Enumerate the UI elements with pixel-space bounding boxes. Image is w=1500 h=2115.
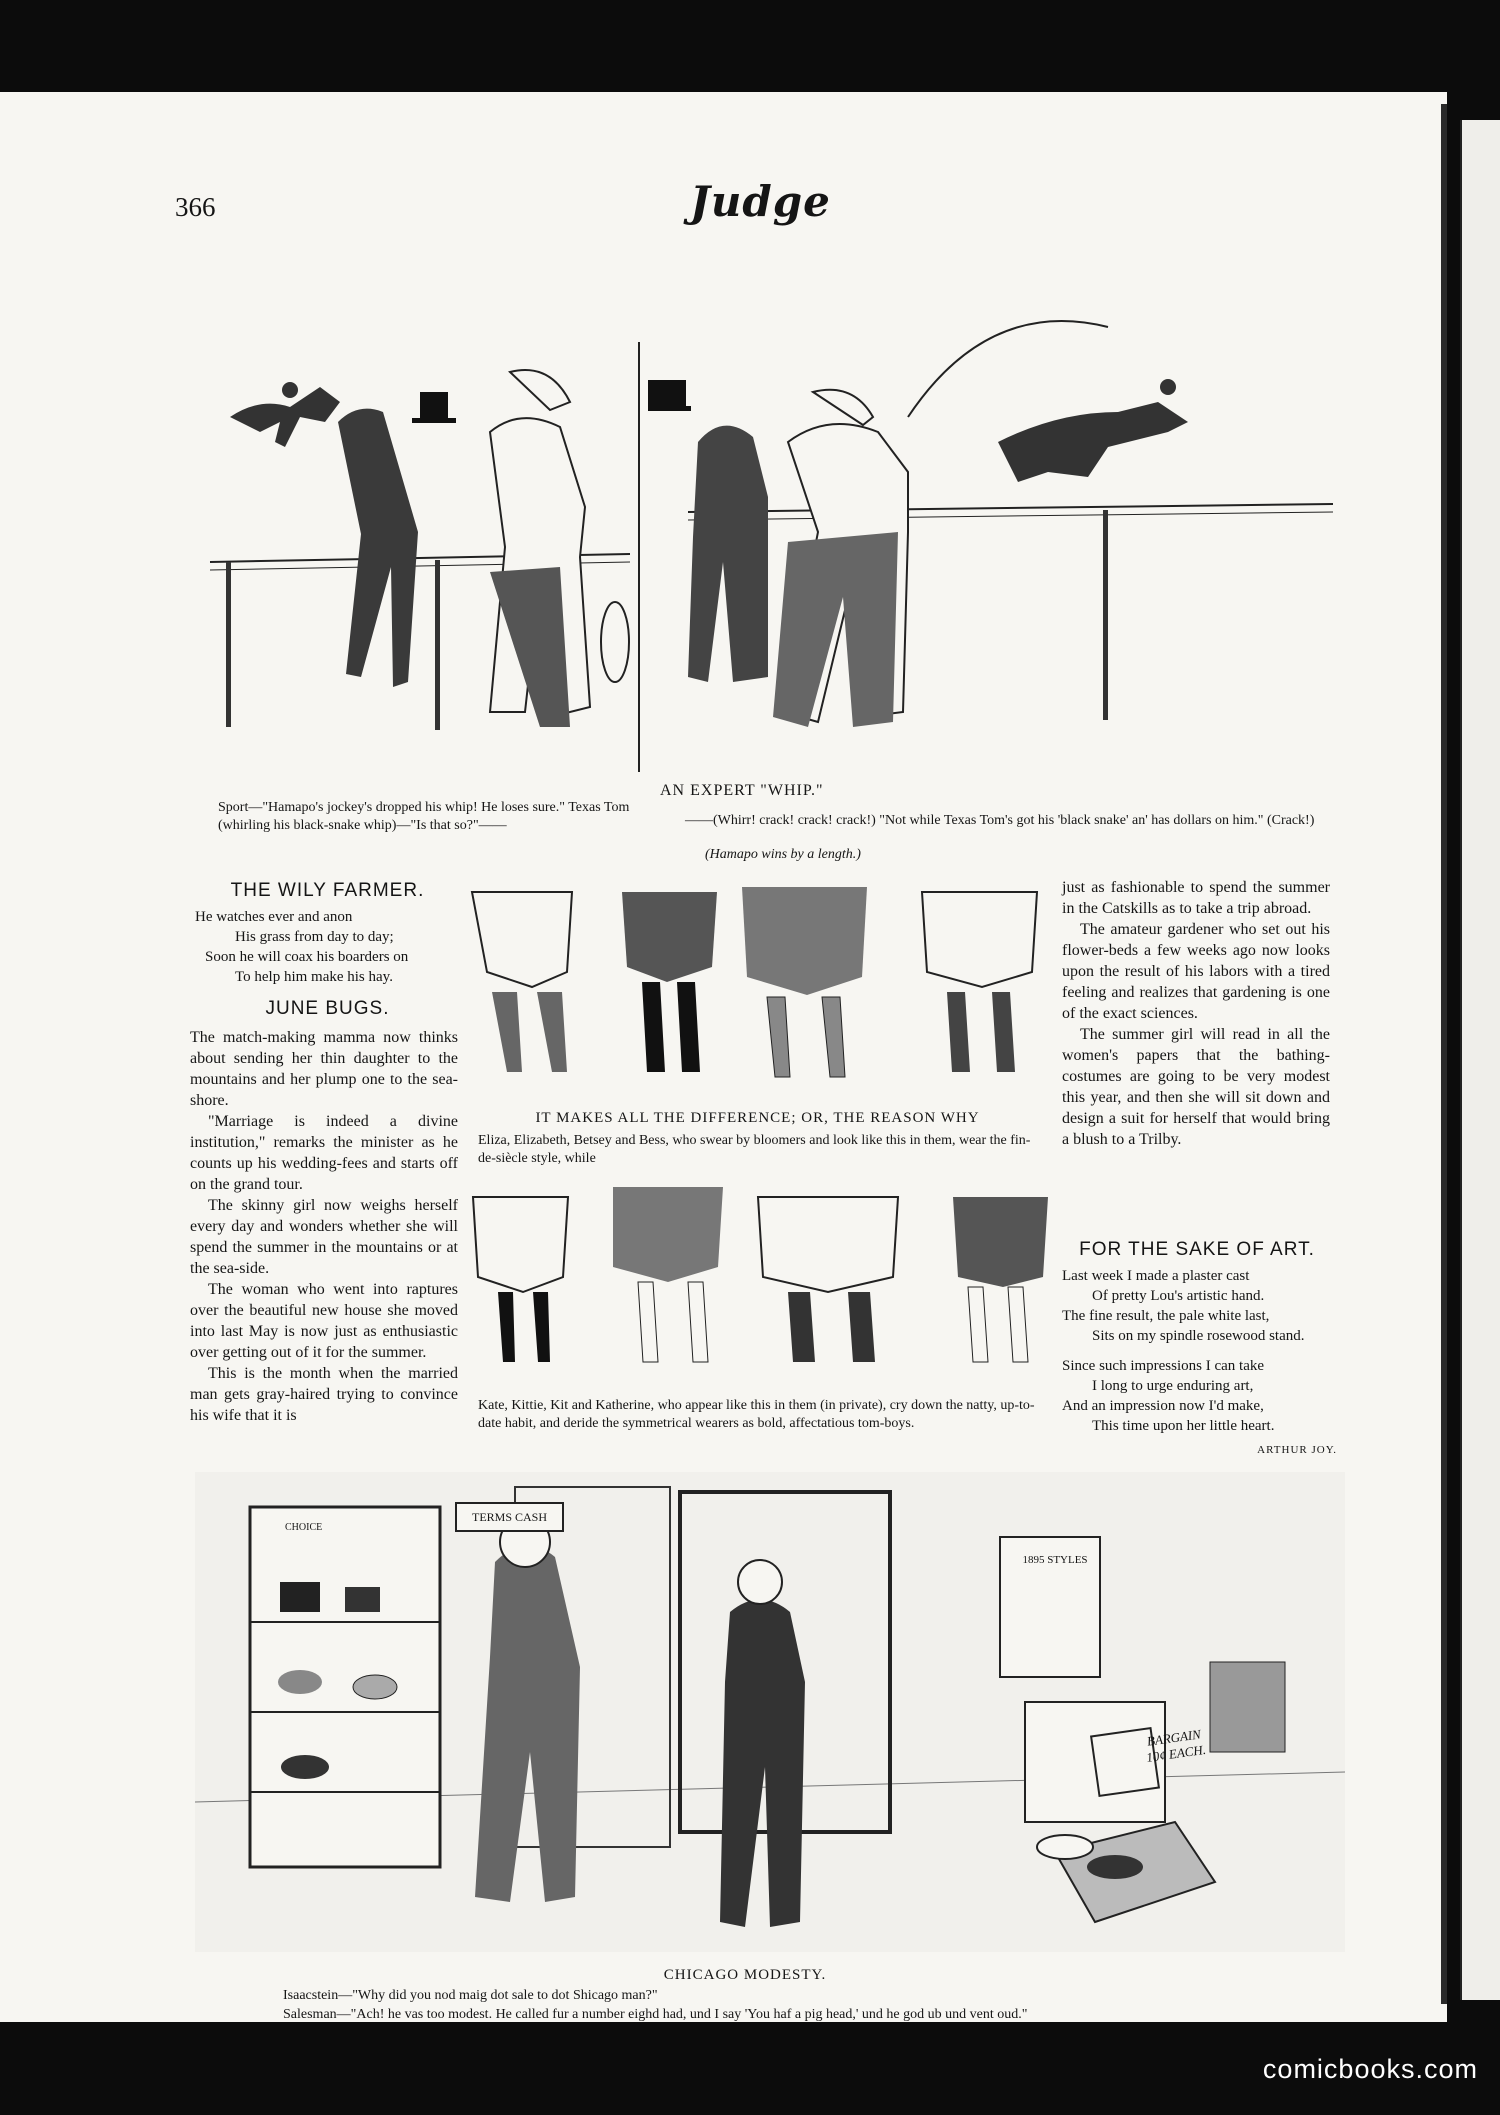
magazine-page	[0, 92, 1447, 2022]
wily-farmer-heading: THE WILY FARMER.	[230, 880, 425, 901]
panel-divider	[638, 342, 640, 772]
choice-sign: CHOICE	[285, 1522, 323, 1533]
whip-cartoon-title: AN EXPERT "WHIP."	[660, 782, 824, 799]
poem-line: His grass from day to day;	[235, 929, 394, 945]
poem-line: To help him make his hay.	[235, 969, 393, 985]
paragraph: The match-making mamma now thinks about sending her thin daughter to the mountains and her plump one to the sea-shore.	[190, 1029, 458, 1109]
chicago-dialogue-2: Salesman—"Ach! he vas too modest. He called fur a number eighd had, und I say 'You haf a pig head,' und he god ub und vent oud."	[283, 2007, 1028, 2022]
paragraph: "Marriage is indeed a divine institution," remarks the minister as he counts up his wedding-fees and starts off on the grand tour.	[190, 1113, 458, 1193]
page-spine-shadow	[1441, 104, 1447, 2004]
poem-line: He watches ever and anon	[195, 909, 353, 925]
poem-line: Soon he will coax his boarders on	[205, 949, 409, 965]
whip-left-caption: Sport—"Hamapo's jockey's dropped his whip! He loses sure." Texas Tom (whirling his black-snake whip)—"Is that so?"——	[218, 800, 630, 833]
bargain-sign: BARGAIN 10¢ EACH.	[1145, 1726, 1207, 1766]
adjacent-page-edge	[1460, 120, 1500, 2000]
bloomers-caption-top: Eliza, Elizabeth, Betsey and Bess, who swear by bloomers and look like this in them, wear the fin-de-siècle style, while	[478, 1133, 1031, 1166]
whip-right-caption-italic: (Hamapo wins by a length.)	[705, 847, 861, 862]
bloomers-illustration-bottom	[468, 1177, 1053, 1377]
poem-author: ARTHUR JOY.	[1257, 1444, 1337, 1456]
poem-line: And an impression now I'd make,	[1062, 1398, 1264, 1414]
paragraph: The summer girl will read in all the women's papers that the bathing-costumes are going to be very modest this year, and then she will sit down and design a suit for herself that would bring a blush to a Trilby.	[1062, 1026, 1330, 1148]
chicago-dialogue-1: Isaacstein—"Why did you nod maig dot sale to dot Shicago man?"	[283, 1988, 658, 2003]
page-number: 366	[175, 192, 216, 222]
paragraph: just as fashionable to spend the summer in the Catskills as to take a trip abroad.	[1062, 879, 1330, 917]
poem-line: I long to urge enduring art,	[1092, 1378, 1254, 1394]
masthead-logo: Judge	[690, 177, 831, 226]
poem-line: Last week I made a plaster cast	[1062, 1268, 1250, 1284]
sake-of-art-heading: FOR THE SAKE OF ART.	[1079, 1239, 1315, 1260]
paragraph: The amateur gardener who set out his flower-beds a few weeks ago now looks upon the result of his labors with a tired feeling and realizes that gardening is one of the exact sciences.	[1062, 921, 1330, 1022]
chicago-modesty-illustration	[195, 1472, 1345, 1952]
june-bugs-body	[190, 1027, 458, 1426]
whip-cartoon-right-illustration	[648, 242, 1333, 777]
terms-cash-sign: TERMS CASH	[455, 1502, 564, 1532]
sake-of-art-poem	[1062, 1266, 1337, 1460]
june-bugs-heading: JUNE BUGS.	[265, 998, 390, 1019]
poem-line: The fine result, the pale white last,	[1062, 1308, 1270, 1324]
watermark: comicbooks.com	[1262, 2054, 1478, 2084]
wily-farmer-poem	[195, 907, 460, 987]
bloomers-caption-bottom: Kate, Kittie, Kit and Katherine, who appear like this in them (in private), cry down the natty, up-to-date habit, and deride the symmetrical wearers as bold, affectatious tom-boys.	[478, 1398, 1035, 1431]
poem-line: Since such impressions I can take	[1062, 1358, 1265, 1374]
right-column-body	[1062, 877, 1330, 1150]
whip-cartoon-left-illustration	[190, 242, 630, 777]
whip-right-caption: ——(Whirr! crack! crack! crack!) "Not while Texas Tom's got his 'black snake' an' has dollars on him." (Crack!)	[685, 813, 1315, 828]
styles-poster: 1895 STYLES	[1022, 1554, 1088, 1566]
paragraph: The woman who went into raptures over the beautiful new house she moved into last May is now just as enthusiastic over getting out of it for the summer.	[190, 1281, 458, 1361]
poem-line: This time upon her little heart.	[1092, 1418, 1275, 1434]
bloomers-title: IT MAKES ALL THE DIFFERENCE; OR, THE REASON WHY	[535, 1110, 980, 1126]
poem-line: Sits on my spindle rosewood stand.	[1092, 1328, 1305, 1344]
poem-line: Of pretty Lou's artistic hand.	[1092, 1288, 1265, 1304]
chicago-modesty-title: CHICAGO MODESTY.	[663, 1967, 827, 1983]
bloomers-illustration-top	[462, 882, 1047, 1097]
paragraph: The skinny girl now weighs herself every day and wonders whether she will spend the summer in the mountains or at the sea-side.	[190, 1197, 458, 1277]
paragraph: This is the month when the married man gets gray-haired trying to convince his wife that it is	[190, 1365, 458, 1424]
